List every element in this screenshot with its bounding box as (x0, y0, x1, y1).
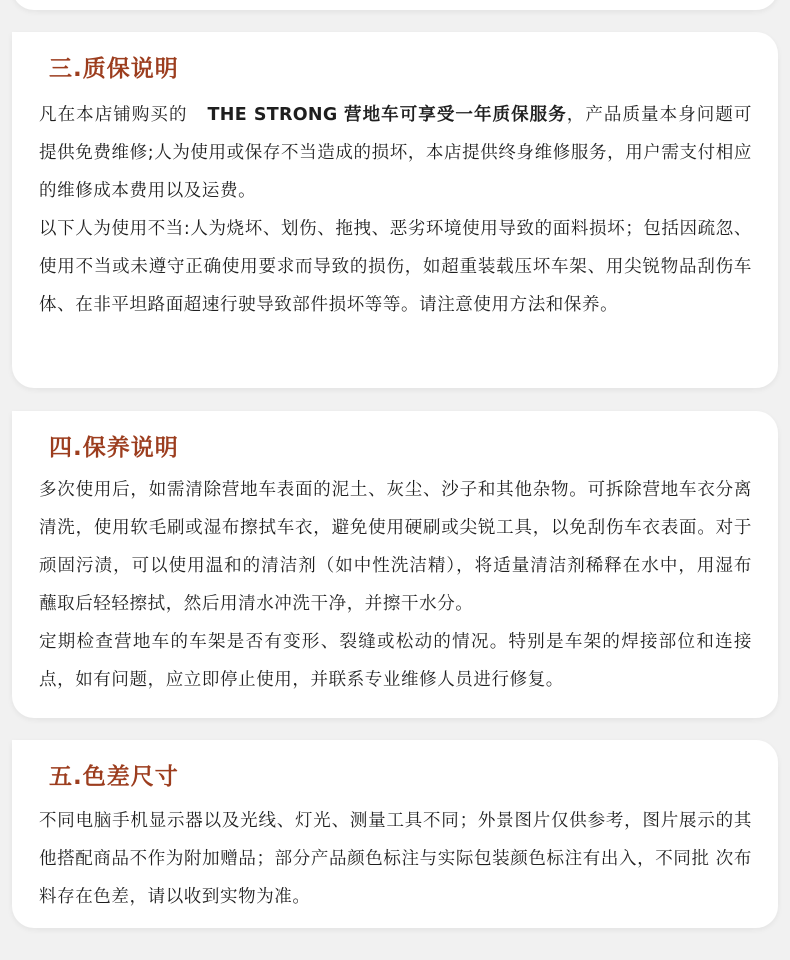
brand-name: THE STRONG (207, 105, 338, 125)
warranty-body (39, 96, 752, 324)
warranty-title: 三.质保说明 (49, 56, 179, 82)
maintenance-paragraph-2: 定期检查营地车的车架是否有变形、裂缝或松动的情况。特别是车架的焊接部位和连接点，如有问题，应立即停止使用，并联系专业维修人员进行修复。 (39, 632, 752, 690)
maintenance-card (12, 411, 778, 718)
warranty-card (12, 32, 778, 388)
warranty-paragraph-2: 以下人为使用不当:人为烧坏、划伤、拖拽、恶劣环境使用导致的面料损坏；包括因疏忽、使用不当或未遵守正确使用要求而导致的损伤，如超重装载压坏车架、用尖锐物品刮伤车体、在非平坦路面超速行驶导致部件损坏等等。请注意使用方法和保养。 (39, 219, 752, 315)
maintenance-paragraph-1: 多次使用后，如需清除营地车表面的泥土、灰尘、沙子和其他杂物。可拆除营地车衣分离清洗，使用软毛刷或湿布擦拭车衣，避免使用硬刷或尖锐工具，以免刮伤车衣表面。对于顽固污渍，可以使用温和的清洁剂（如中性洗洁精），将适量清洁剂稀释在水中，用湿布蘸取后轻轻擦拭，然后用清水冲洗干净，并擦干水分。 (39, 480, 752, 614)
warranty-details-text: ，产品质量本身问题可提供免费维修;人为使用或保存不当造成的损坏，本店提供终身维修服务，用户需支付相应的维修成本费用以及运费。 (39, 105, 752, 201)
color-size-card (12, 740, 778, 928)
previous-card-edge (12, 0, 778, 10)
color-size-body (39, 802, 752, 916)
color-size-paragraph-1: 不同电脑手机显示器以及光线、灯光、测量工具不同；外景图片仅供参考，图片展示的其他搭配商品不作为附加赠品；部分产品颜色标注与实际包装颜色标注有出入，不同批 次布料存在色差，请以收到实物为准。 (39, 811, 752, 907)
maintenance-title: 四.保养说明 (49, 435, 179, 461)
warranty-highlight: 营地车可享受一年质保服务 (343, 105, 567, 125)
warranty-paragraph-1 (39, 96, 752, 210)
color-size-title: 五.色差尺寸 (49, 764, 179, 790)
maintenance-body (39, 471, 752, 699)
warranty-intro-text: 凡在本店铺购买的 (39, 105, 188, 125)
